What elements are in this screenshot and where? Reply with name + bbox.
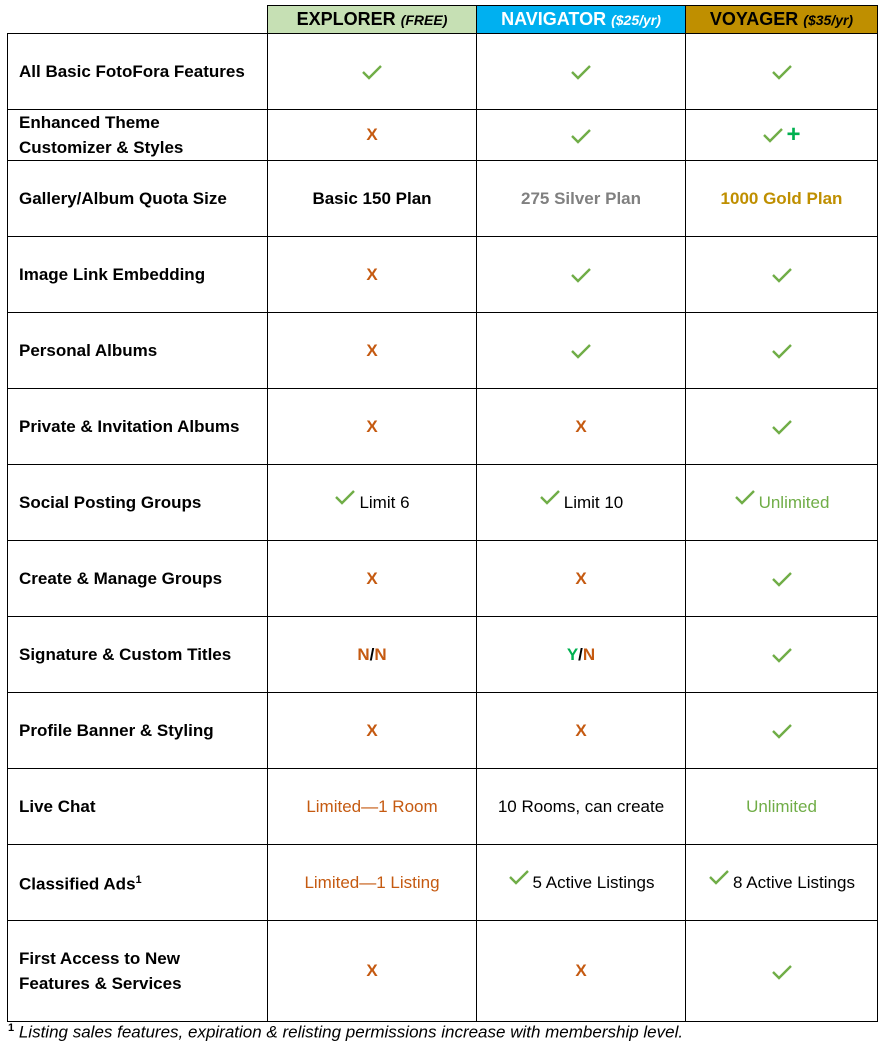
footnote-text: Listing sales features, expiration & relisting permissions increase with membership level.: [14, 1022, 684, 1042]
check-icon: [771, 343, 793, 359]
check-icon: [762, 127, 784, 143]
explorer-cell: [268, 541, 477, 617]
check-icon: [570, 128, 592, 144]
check-icon: [334, 489, 356, 505]
plus-icon: +: [786, 121, 801, 148]
navigator-cell: [477, 541, 686, 617]
explorer-cell: [268, 693, 477, 769]
x-mark: X: [575, 961, 587, 980]
navigator-price: ($25/yr): [611, 12, 661, 28]
limit-text: Unlimited: [758, 492, 830, 512]
no-mark: N: [357, 644, 370, 664]
voyager-cell: [686, 34, 878, 110]
navigator-cell: 275 Silver Plan: [477, 161, 686, 237]
navigator-cell: [477, 237, 686, 313]
table-row: [8, 161, 878, 237]
explorer-name: EXPLORER: [296, 9, 396, 29]
voyager-cell: Unlimited: [686, 769, 878, 845]
x-mark: X: [575, 416, 587, 436]
table-row: [8, 769, 878, 845]
table-row: [8, 465, 878, 541]
x-mark: X: [575, 568, 587, 588]
footnote: [8, 1022, 683, 1043]
feature-line-1: Enhanced Theme: [19, 113, 160, 132]
feature-line-2: Customizer & Styles: [19, 138, 184, 157]
check-icon: [539, 489, 561, 505]
no-mark: N: [582, 644, 596, 664]
header-navigator: [477, 6, 686, 34]
listing-text: 8 Active Listings: [733, 872, 855, 892]
x-mark: X: [366, 568, 378, 588]
explorer-cell: [268, 389, 477, 465]
explorer-cell: Limited—1 Room: [268, 769, 477, 845]
feature-label: Personal Albums: [8, 313, 268, 389]
footnote-marker: 1: [8, 1022, 15, 1034]
feature-label: Create & Manage Groups: [8, 541, 268, 617]
header-blank-cell: [8, 6, 268, 34]
feature-label: All Basic FotoFora Features: [8, 34, 268, 110]
limit-text: Limit 10: [563, 492, 624, 512]
voyager-cell: [686, 845, 878, 921]
navigator-cell: [477, 693, 686, 769]
x-mark: X: [366, 340, 378, 360]
header-explorer: [268, 6, 477, 34]
check-icon: [771, 267, 793, 283]
table-row: [8, 110, 878, 161]
listing-text: 5 Active Listings: [532, 872, 655, 892]
x-mark: X: [366, 961, 378, 980]
x-mark: X: [366, 416, 378, 436]
check-icon: [570, 267, 592, 283]
explorer-cell: [268, 313, 477, 389]
check-icon: [771, 64, 793, 80]
voyager-cell: [686, 389, 878, 465]
check-icon: [361, 64, 383, 80]
check-icon: [508, 869, 530, 885]
explorer-cell: [268, 921, 477, 1022]
navigator-cell: [477, 389, 686, 465]
feature-label: Live Chat: [8, 769, 268, 845]
voyager-cell: [686, 465, 878, 541]
footnote-marker: 1: [135, 874, 142, 887]
navigator-cell: 10 Rooms, can create: [477, 769, 686, 845]
feature-text: Classified Ads: [19, 874, 136, 894]
check-icon: [771, 419, 793, 435]
yes-mark: Y: [566, 644, 579, 664]
feature-label: Signature & Custom Titles: [8, 617, 268, 693]
navigator-cell: [477, 845, 686, 921]
voyager-cell: 1000 Gold Plan: [686, 161, 878, 237]
header-voyager: [686, 6, 878, 34]
explorer-cell: [268, 110, 477, 161]
feature-label: [8, 110, 268, 161]
feature-line-2: Features & Services: [19, 974, 182, 993]
x-mark: X: [366, 720, 378, 740]
slash: /: [369, 644, 375, 664]
check-icon: [771, 647, 793, 663]
limit-text: Limit 6: [359, 492, 410, 512]
feature-label: Image Link Embedding: [8, 237, 268, 313]
explorer-price: (FREE): [400, 12, 448, 28]
voyager-cell: [686, 313, 878, 389]
x-mark: X: [366, 125, 378, 144]
voyager-cell: [686, 921, 878, 1022]
voyager-price: ($35/yr): [803, 12, 854, 28]
voyager-name: VOYAGER: [709, 9, 799, 29]
table-row: [8, 921, 878, 1022]
explorer-cell: Limited—1 Listing: [268, 845, 477, 921]
table-row: [8, 693, 878, 769]
explorer-cell: [268, 237, 477, 313]
table-row: [8, 541, 878, 617]
table-row: [8, 389, 878, 465]
table-row: [8, 617, 878, 693]
check-icon: [771, 964, 793, 980]
check-icon: [771, 723, 793, 739]
navigator-cell: [477, 921, 686, 1022]
voyager-cell: [686, 693, 878, 769]
table-row: [8, 313, 878, 389]
feature-label: Gallery/Album Quota Size: [8, 161, 268, 237]
feature-label: Profile Banner & Styling: [8, 693, 268, 769]
header-row: [8, 6, 878, 34]
explorer-cell: [268, 617, 477, 693]
explorer-cell: [268, 34, 477, 110]
check-icon: [734, 489, 756, 505]
table-row: [8, 34, 878, 110]
voyager-cell: [686, 617, 878, 693]
explorer-cell: [268, 465, 477, 541]
voyager-cell: [686, 541, 878, 617]
navigator-cell: [477, 313, 686, 389]
voyager-cell: [686, 110, 878, 161]
check-icon: [708, 869, 730, 885]
x-mark: X: [366, 264, 378, 284]
no-mark: N: [374, 644, 387, 664]
slash: /: [578, 644, 583, 664]
navigator-cell: [477, 617, 686, 693]
check-icon: [570, 343, 592, 359]
feature-line-1: First Access to New: [19, 949, 180, 968]
feature-label: Private & Invitation Albums: [8, 389, 268, 465]
check-icon: [771, 571, 793, 587]
check-icon: [570, 64, 592, 80]
x-mark: X: [575, 720, 587, 740]
navigator-cell: [477, 110, 686, 161]
navigator-name: NAVIGATOR: [501, 9, 607, 29]
comparison-table: [7, 5, 878, 1022]
feature-label: [8, 845, 268, 921]
navigator-cell: [477, 34, 686, 110]
table-row: [8, 237, 878, 313]
feature-label: [8, 921, 268, 1022]
navigator-cell: [477, 465, 686, 541]
table-row: [8, 845, 878, 921]
voyager-cell: [686, 237, 878, 313]
feature-label: Social Posting Groups: [8, 465, 268, 541]
explorer-cell: Basic 150 Plan: [268, 161, 477, 237]
